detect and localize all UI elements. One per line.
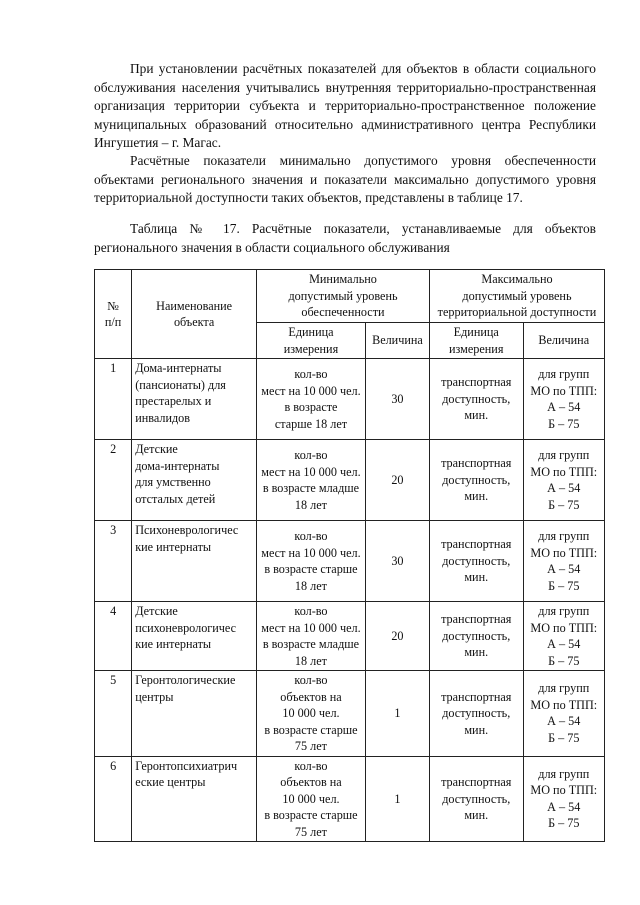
table-row	[95, 440, 605, 521]
row-min-value: 20	[365, 440, 429, 521]
row-num: 5	[95, 671, 132, 757]
row-min-unit: кол-во мест на 10 000 чел. в возрасте старше 18 лет	[257, 359, 366, 440]
row-max-unit: транспортная доступность, мин.	[429, 602, 523, 671]
row-num: 6	[95, 756, 132, 842]
row-name: Психоневрологичес кие интернаты	[132, 521, 257, 602]
row-max-value: для групп МО по ТПП: А – 54 Б – 75	[523, 440, 604, 521]
row-name: Геронтопсихиатрич еские центры	[132, 756, 257, 842]
row-name: Детские психоневрологичес кие интернаты	[132, 602, 257, 671]
row-min-value: 30	[365, 521, 429, 602]
row-num: 4	[95, 602, 132, 671]
header-min-value: Величина	[365, 323, 429, 359]
header-max-value: Величина	[523, 323, 604, 359]
row-max-value: для групп МО по ТПП: А – 54 Б – 75	[523, 756, 604, 842]
paragraph-2: Расчётные показатели минимально допустимого уровня обеспеченности объектами регионального значения и показатели максимально допустимого уровня территориальной доступности таких объектов, представлены в таблице 17.	[94, 153, 596, 205]
table-row	[95, 359, 605, 440]
row-min-value: 20	[365, 602, 429, 671]
row-name: Геронтологические центры	[132, 671, 257, 757]
row-max-value: для групп МО по ТПП: А – 54 Б – 75	[523, 359, 604, 440]
table-caption: Таблица № 17. Расчётные показатели, устанавливаемые для объектов регионального значения в области социального обслуживания	[94, 221, 596, 255]
header-max-unit: Единица измерения	[429, 323, 523, 359]
table-row	[95, 756, 605, 842]
row-min-unit: кол-во мест на 10 000 чел. в возрасте младше 18 лет	[257, 602, 366, 671]
header-min-group: Минимально допустимый уровень обеспеченности	[257, 270, 430, 323]
row-max-unit: транспортная доступность, мин.	[429, 359, 523, 440]
row-name: Дома-интернаты (пансионаты) для престарелых и инвалидов	[132, 359, 257, 440]
row-min-value: 30	[365, 359, 429, 440]
row-max-unit: транспортная доступность, мин.	[429, 756, 523, 842]
row-num: 1	[95, 359, 132, 440]
row-max-unit: транспортная доступность, мин.	[429, 671, 523, 757]
row-max-value: для групп МО по ТПП: А – 54 Б – 75	[523, 521, 604, 602]
row-name: Детские дома-интернаты для умственно отсталых детей	[132, 440, 257, 521]
header-max-group: Максимально допустимый уровень территориальной доступности	[429, 270, 604, 323]
table-row	[95, 671, 605, 757]
row-max-value: для групп МО по ТПП: А – 54 Б – 75	[523, 602, 604, 671]
paragraph-1: При установлении расчётных показателей для объектов в области социального обслуживания населения учитывались внутренняя территориально-пространственная организация территории субъекта и территориально-пространственное положение муниципальных образований относительно административного центра Республики Ингушетия – г. Магас.	[94, 61, 596, 150]
row-num: 2	[95, 440, 132, 521]
row-max-value: для групп МО по ТПП: А – 54 Б – 75	[523, 671, 604, 757]
social-services-table	[94, 269, 605, 842]
row-max-unit: транспортная доступность, мин.	[429, 440, 523, 521]
table-row	[95, 521, 605, 602]
row-min-unit: кол-во мест на 10 000 чел. в возрасте старше 18 лет	[257, 521, 366, 602]
row-num: 3	[95, 521, 132, 602]
row-min-unit: кол-во объектов на 10 000 чел. в возрасте старше 75 лет	[257, 756, 366, 842]
row-min-unit: кол-во объектов на 10 000 чел. в возрасте старше 75 лет	[257, 671, 366, 757]
header-name: Наименование объекта	[132, 270, 257, 359]
header-min-unit: Единица измерения	[257, 323, 366, 359]
row-min-value: 1	[365, 671, 429, 757]
header-num: № п/п	[95, 270, 132, 359]
table-header-row	[95, 270, 605, 323]
row-min-value: 1	[365, 756, 429, 842]
table-row	[95, 602, 605, 671]
row-max-unit: транспортная доступность, мин.	[429, 521, 523, 602]
row-min-unit: кол-во мест на 10 000 чел. в возрасте младше 18 лет	[257, 440, 366, 521]
